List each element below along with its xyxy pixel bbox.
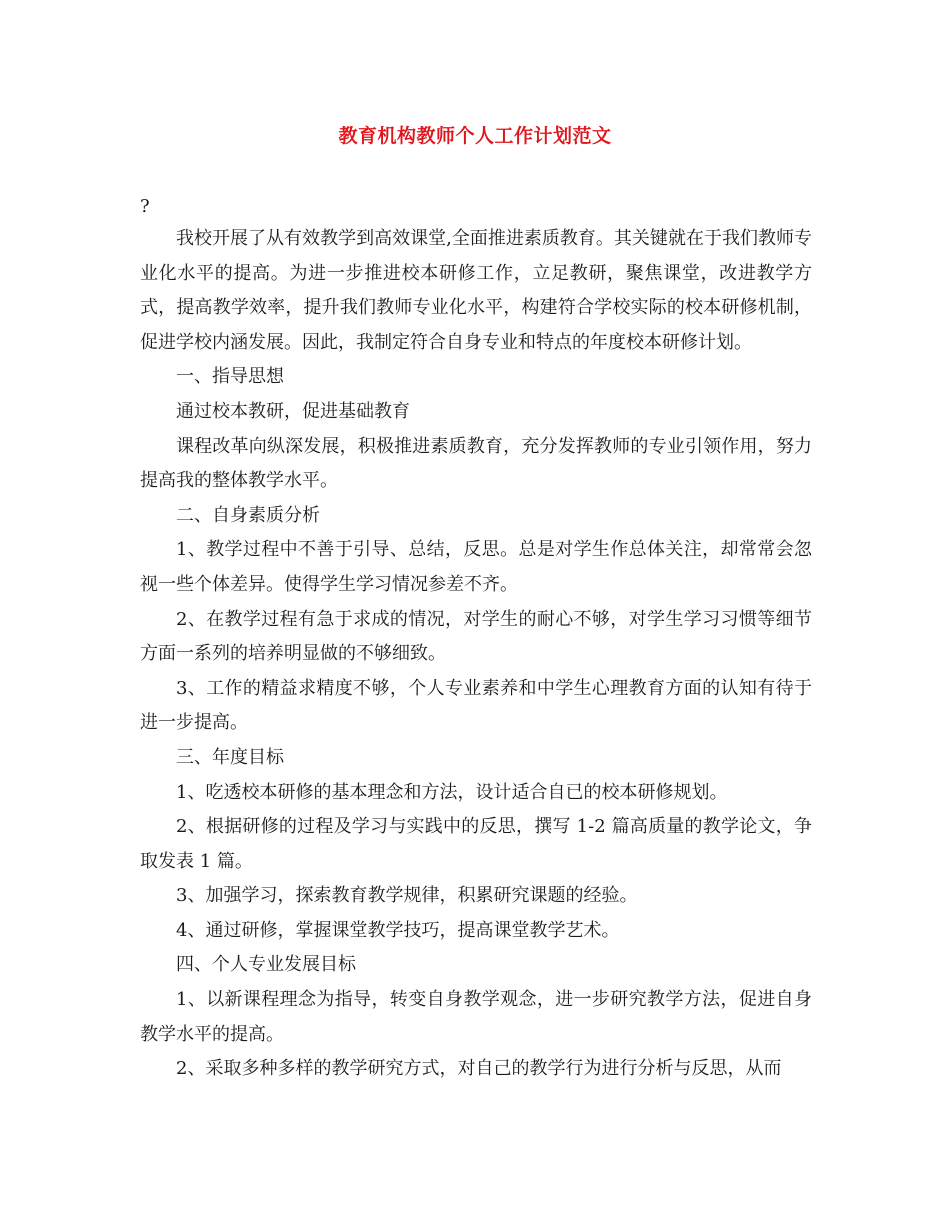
list-item: 2、在教学过程有急于求成的情况，对学生的耐心不够，对学生学习习惯等细节方面一系列的培养明显做的不够细致。: [140, 608, 812, 665]
list-item: 2、根据研修的过程及学习与实践中的反思，撰写 1-2 篇高质量的教学论文，争取发表 1 篇。: [140, 816, 812, 872]
list-item: 1、吃透校本研修的基本理念和方法，设计适合自已的校本研修规划。: [176, 781, 728, 803]
list-item: 2、采取多种多样的教学研究方式，对自己的教学行为进行分析与反思，从而: [176, 1058, 782, 1080]
list-item: 1、以新课程理念为指导，转变自身教学观念，进一步研究教学方法，促进自身教学水平的提高。: [140, 989, 812, 1045]
paragraph-intro: 我校开展了从有效教学到高效课堂,全面推进素质教育。其关键就在于我们教师专业化水平的提高。为进一步推进校本研修工作，立足教研，聚焦课堂，改进教学方式，提高教学效率，提升我们教师专业化水平，构建符合学校实际的校本研修机制，促进学校内涵发展。因此，我制定符合自身专业和特点的年度校本研修计划。: [140, 228, 812, 353]
list-item: 1、教学过程中不善于引导、总结，反思。总是对学生作总体关注，却常常会忽视一些个体差异。使得学生学习情况参差不齐。: [140, 539, 812, 595]
section-heading-3: 三、年度目标: [176, 746, 284, 768]
list-item: 4、通过研修，掌握课堂教学技巧，提高课堂教学艺术。: [176, 919, 620, 941]
document-body: [140, 222, 812, 1087]
list-item: 3、工作的精益求精度不够，个人专业素养和中学生心理教育方面的认知有待于进一步提高。: [140, 677, 812, 734]
section-heading-2: 二、自身素质分析: [176, 504, 320, 526]
paragraph: 通过校本教研，促进基础教育: [176, 400, 410, 422]
paragraph: 课程改革向纵深发展，积极推进素质教育，充分发挥教师的专业引领作用，努力提高我的整体教学水平。: [140, 435, 812, 492]
document-marker: ?: [140, 196, 150, 217]
section-heading-4: 四、个人专业发展目标: [176, 954, 356, 976]
list-item: 3、加强学习，探索教育教学规律，积累研究课题的经验。: [176, 885, 638, 907]
document-title: 教育机构教师个人工作计划范文: [338, 125, 612, 147]
section-heading-1: 一、指导思想: [176, 366, 284, 388]
